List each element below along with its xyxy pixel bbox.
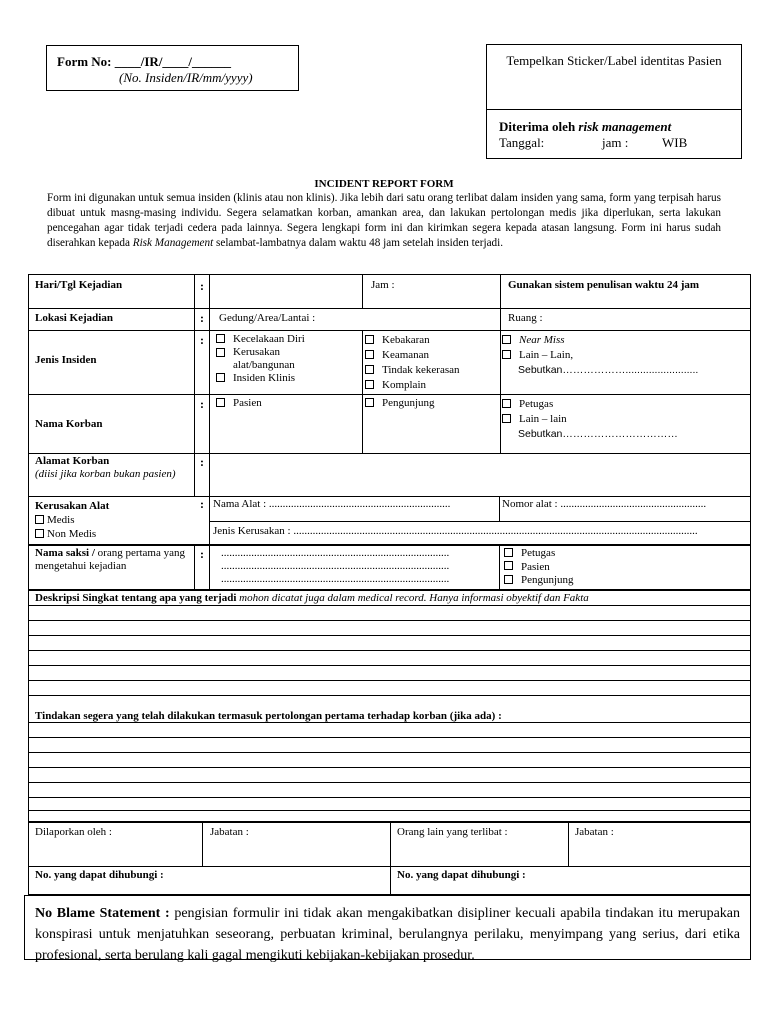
checkbox-icon[interactable] xyxy=(216,373,225,382)
form-title: INCIDENT REPORT FORM xyxy=(314,178,454,190)
option-label: Lain – lain xyxy=(519,413,567,425)
patient-sticker-box xyxy=(486,44,742,159)
option-label: Non Medis xyxy=(47,528,97,540)
witness-names[interactable] xyxy=(221,547,449,586)
colon: : xyxy=(200,333,204,347)
received-by-line xyxy=(499,119,671,134)
incident-type-col2 xyxy=(365,333,499,393)
checkbox-option[interactable] xyxy=(35,513,109,527)
checkbox-icon[interactable] xyxy=(216,348,225,357)
checkbox-option[interactable] xyxy=(365,378,499,393)
checkbox-icon[interactable] xyxy=(216,398,225,407)
other-position-field[interactable]: Jabatan : xyxy=(575,826,614,838)
incident-table xyxy=(28,274,751,545)
option-label: Lain – Lain, xyxy=(519,349,574,361)
option-label: Pengunjung xyxy=(382,397,435,409)
option-label: Komplain xyxy=(382,379,426,391)
checkbox-option[interactable] xyxy=(365,333,499,348)
witness-label-rest: orang pertama yang mengetahui kejadian xyxy=(35,547,186,572)
intro-text-end: selambat-lambatnya dalam waktu 48 jam setelah insiden terjadi. xyxy=(213,237,504,249)
colon: : xyxy=(200,497,204,511)
checkbox-icon[interactable] xyxy=(365,380,374,389)
witness-label xyxy=(35,547,191,573)
checkbox-option[interactable] xyxy=(216,333,362,346)
form-number-hint: (No. Insiden/IR/mm/yyyy) xyxy=(119,70,253,85)
checkbox-option[interactable] xyxy=(504,547,574,561)
address-input[interactable] xyxy=(213,456,747,494)
description-hint: mohon dicatat juga dalam medical record. Hanya informasi obyektif dan Fakta xyxy=(236,592,589,604)
witness-options xyxy=(504,547,574,588)
colon: : xyxy=(200,397,204,411)
position-field[interactable]: Jabatan : xyxy=(210,826,249,838)
date-label: Tanggal: xyxy=(499,135,545,150)
no-blame-statement xyxy=(24,895,751,963)
building-field[interactable]: Gedung/Area/Lantai : xyxy=(219,312,316,324)
checkbox-icon[interactable] xyxy=(35,529,44,538)
specify-field[interactable]: Sebutkan…………………………… xyxy=(518,428,678,440)
checkbox-option[interactable] xyxy=(216,397,262,410)
option-label: Pasien xyxy=(233,397,262,409)
witness-line[interactable]: ................................................................................... xyxy=(221,547,450,559)
checkbox-option[interactable] xyxy=(502,333,747,348)
witness-label-bold: Nama saksi / xyxy=(35,547,95,559)
checkbox-icon[interactable] xyxy=(502,399,511,408)
description-area[interactable] xyxy=(28,590,751,822)
equipment-name-field[interactable]: Nama Alat : .................................................................. xyxy=(213,498,451,510)
checkbox-option[interactable] xyxy=(365,363,499,378)
time-label: jam : xyxy=(602,135,629,150)
option-label: Tindak kekerasan xyxy=(382,364,460,376)
location-label: Lokasi Kejadian xyxy=(35,312,113,324)
checkbox-icon[interactable] xyxy=(365,398,374,407)
form-number-label: Form No: ____/IR/____/______ xyxy=(57,54,232,69)
victim-col3 xyxy=(502,397,747,442)
24h-note: Gunakan sistem penulisan waktu 24 jam xyxy=(508,279,700,291)
no-blame-text: pengisian formulir ini tidak akan mengakibatkan disipliner kecuali apabila tindakan itu merupakan konspirasi untuk menjatuhkan seseorang, perbuatan kriminal, berulangnya perilaku, menyimpang yang serius, dari etika profesional, serta berulang kali gagal mengikuti kebijakan-kebijakan prosedur. xyxy=(35,906,740,963)
reporter-table xyxy=(28,822,751,895)
description-label: Deskripsi Singkat tentang apa yang terjadi xyxy=(35,592,237,604)
date-input[interactable] xyxy=(213,277,359,306)
option-label: Medis xyxy=(47,514,75,526)
checkbox-icon[interactable] xyxy=(216,334,225,343)
equipment-label-block xyxy=(35,499,109,541)
received-by: risk management xyxy=(578,119,672,134)
address-hint: (diisi jika korban bukan pasien) xyxy=(35,468,176,480)
tz-label: WIB xyxy=(662,135,688,150)
colon: : xyxy=(200,455,204,469)
incident-type-col3 xyxy=(502,333,747,378)
witness-line[interactable]: ................................................................................... xyxy=(221,560,450,572)
other-involved-field[interactable]: Orang lain yang terlibat : xyxy=(397,826,508,838)
reported-by-field[interactable]: Dilaporkan oleh : xyxy=(35,826,112,838)
option-label: Near Miss xyxy=(519,334,565,346)
intro-em: Risk Management xyxy=(132,237,214,249)
checkbox-option[interactable] xyxy=(502,412,747,427)
checkbox-option[interactable] xyxy=(502,348,747,363)
witness-row xyxy=(28,545,751,590)
time-field-label: Jam : xyxy=(371,279,395,291)
address-label-block xyxy=(35,455,185,481)
other-contact-field[interactable]: No. yang dapat dihubungi : xyxy=(397,869,526,881)
checkbox-icon[interactable] xyxy=(365,350,374,359)
checkbox-option[interactable] xyxy=(35,527,109,541)
equipment-number-field[interactable]: Nomor alat : ..................................................... xyxy=(502,498,707,510)
specify-field[interactable]: Sebutkan………………......................... xyxy=(518,364,699,376)
checkbox-option[interactable] xyxy=(365,348,499,363)
option-label: Insiden Klinis xyxy=(233,372,296,384)
colon: : xyxy=(200,311,204,325)
incident-type-col1 xyxy=(216,333,362,385)
form-number-box xyxy=(46,45,299,91)
address-label: Alamat Korban xyxy=(35,455,110,467)
checkbox-option[interactable] xyxy=(502,397,747,412)
option-label: Kecelakaan Diri xyxy=(233,333,305,345)
action-label: Tindakan segera yang telah dilakukan termasuk pertolongan pertama terhadap korban (jika ada) : xyxy=(35,710,502,722)
intro-text: Form ini digunakan untuk semua insiden (klinis atau non klinis). Jika lebih dari satu orang terlibat dalam insiden yang sama, form yang terpisah harus dibuat untuk masng-masing individu. Segera selamatkan korban, amankan area, dan lakukan pertolongan medis jika diperlukan, serta lakukan pencegahan agar tidak terjadi cedera pada lainnya. Segera lengkapi form ini dan kirimkan segera kepada atasan langsung. Form ini harus sudah diserahkan kepada xyxy=(47,192,721,249)
received-prefix: Diterima oleh xyxy=(499,119,579,134)
colon: : xyxy=(200,279,204,293)
option-label: Keamanan xyxy=(382,349,430,361)
description-header xyxy=(35,592,589,605)
sticker-label: Tempelkan Sticker/Label identitas Pasien xyxy=(506,53,722,68)
contact-field[interactable]: No. yang dapat dihubungi : xyxy=(35,869,164,881)
no-blame-title: No Blame Statement : xyxy=(35,906,170,921)
date-label: Hari/Tgl Kejadian xyxy=(35,279,123,291)
room-field[interactable]: Ruang : xyxy=(508,312,543,324)
checkbox-icon[interactable] xyxy=(504,575,513,584)
checkbox-option[interactable] xyxy=(504,561,574,575)
intro-paragraph xyxy=(47,191,721,251)
checkbox-icon[interactable] xyxy=(504,561,513,570)
checkbox-icon[interactable] xyxy=(365,365,374,374)
checkbox-icon[interactable] xyxy=(35,515,44,524)
victim-label: Nama Korban xyxy=(35,418,103,430)
option-label: Petugas xyxy=(521,547,556,559)
checkbox-icon[interactable] xyxy=(502,350,511,359)
checkbox-option[interactable] xyxy=(365,397,435,410)
checkbox-icon[interactable] xyxy=(365,335,374,344)
option-label: Kebakaran xyxy=(382,334,430,346)
checkbox-option[interactable] xyxy=(504,574,574,588)
option-label: Pasien xyxy=(521,560,550,573)
checkbox-option[interactable] xyxy=(216,346,362,372)
checkbox-icon[interactable] xyxy=(502,414,511,423)
checkbox-option[interactable] xyxy=(216,372,362,385)
option-label: Pengunjung xyxy=(521,574,574,586)
option-label: Kerusakan alat/bangunan xyxy=(233,346,295,371)
colon: : xyxy=(200,547,204,561)
checkbox-icon[interactable] xyxy=(502,335,511,344)
incident-type-label: Jenis Insiden xyxy=(35,354,97,366)
equipment-label: Kerusakan Alat xyxy=(35,500,110,512)
damage-type-field[interactable]: Jenis Kerusakan : ................................................................................................................................................... xyxy=(213,525,698,537)
witness-line[interactable]: ................................................................................... xyxy=(221,573,450,585)
option-label: Petugas xyxy=(519,398,554,410)
checkbox-icon[interactable] xyxy=(504,548,513,557)
